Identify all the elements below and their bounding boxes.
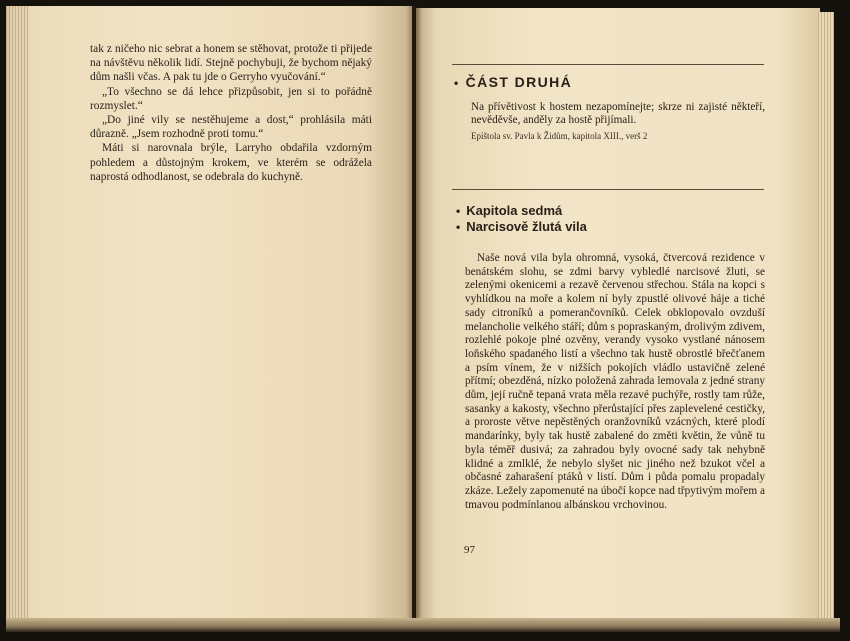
chapter-body [465,252,765,512]
page-edges [6,618,840,632]
chapter-number [456,203,587,219]
page-number: 97 [464,544,475,556]
left-paragraph: „To všechno se dá lehce přizpůsobit, jen si to pořádně rozmyslet.“ [90,85,372,112]
book-gutter [406,6,422,626]
body-paragraph: Naše nová vila byla ohromná, vysoká, čtvercová rezidence v benátském slohu, se zdmi barvy vybledlé narcisové žluti, se zelenými okenicemi a rezavě červenou střechou. Stála na kopci s vyhlídkou na moře a kolem ní byly zpustlé olivové háje a tiché sady citroníků a pomerančovníků. Celek obklopovalo ovzduší melancholie velkého stáří; dům s popraskaným, drolivým zdivem, rozlehlé pokoje plné ozvěny, verandy vysoko vystlané nánosem loňského spadaného listí a všechno tak hustě obrostlé břečťanem a psím vínem, že v nižších pokojích vládlo ustavičně zelené přítmí; obezděná, nízko položená zahrada lemovala z jedné strany dům, její ručně tepaná vrata měla rezavé puchýře, rostly tam růže, sasanky a kakosty, všechno přerůstající přes zaplevelené cestičky, a proroste větve nepěstěných oranžovníků vzácných, které plodí mandarínky, byly tak hustě zabalené do změti květin, že vůně tu byla téměř dusivá; za zahradou byly ovocné sady tak nehybně klidné a zmlklé, že nebylo slyšet nic jiného než bzukot včel a občasné zaharašení ptáků v listí. Dům i půda pomalu propadaly zkáze. Ležely zapomenuté na úbočí kopce nad třpytivým mořem a tmavou podmínlanou albánskou vrchovinou. [465,252,765,511]
chapter-rule [452,189,764,190]
epigraph: Na přívětivost k hostem nezapomínejte; skrze ni zajisté někteří, nevěděvše, anděly za hostě přijímali. [471,101,765,127]
chapter-heading [456,203,587,235]
part-title [454,74,572,90]
chapter-title-text: Narcisově žlutá vila [466,219,587,234]
bullet-icon: • [456,220,461,234]
left-paragraph: „Do jiné vily se nestěhujeme a dost,“ prohlásila máti důrazně. „Jsem rozhodně proti tomu.“ [90,114,372,141]
chapter-title [456,219,587,235]
epigraph-source: Epištola sv. Pavla k Židům, kapitola XIII., verš 2 [471,131,648,141]
left-paragraph: tak z ničeho nic sebrat a honem se stěhovat, protože ti přijede na návštěvu několik lidí. Stejně pochybuji, že bychom nějaký dům našli včas. A pak tu jde o Gerryho vyučování.“ [90,43,372,84]
bullet-icon: • [456,204,461,218]
part-title-text: ČÁST DRUHÁ [465,74,573,90]
left-page-text [90,42,372,184]
left-paragraph: Máti si narovnala brýle, Larryho obdařila vzdorným pohledem a důstojným krokem, ve kterém se odrážela naprostá odhodlanost, se odebrala do kuchyně. [90,142,372,183]
chapter-number-text: Kapitola sedmá [466,203,563,218]
bullet-icon: • [454,76,460,90]
top-rule [452,64,764,65]
